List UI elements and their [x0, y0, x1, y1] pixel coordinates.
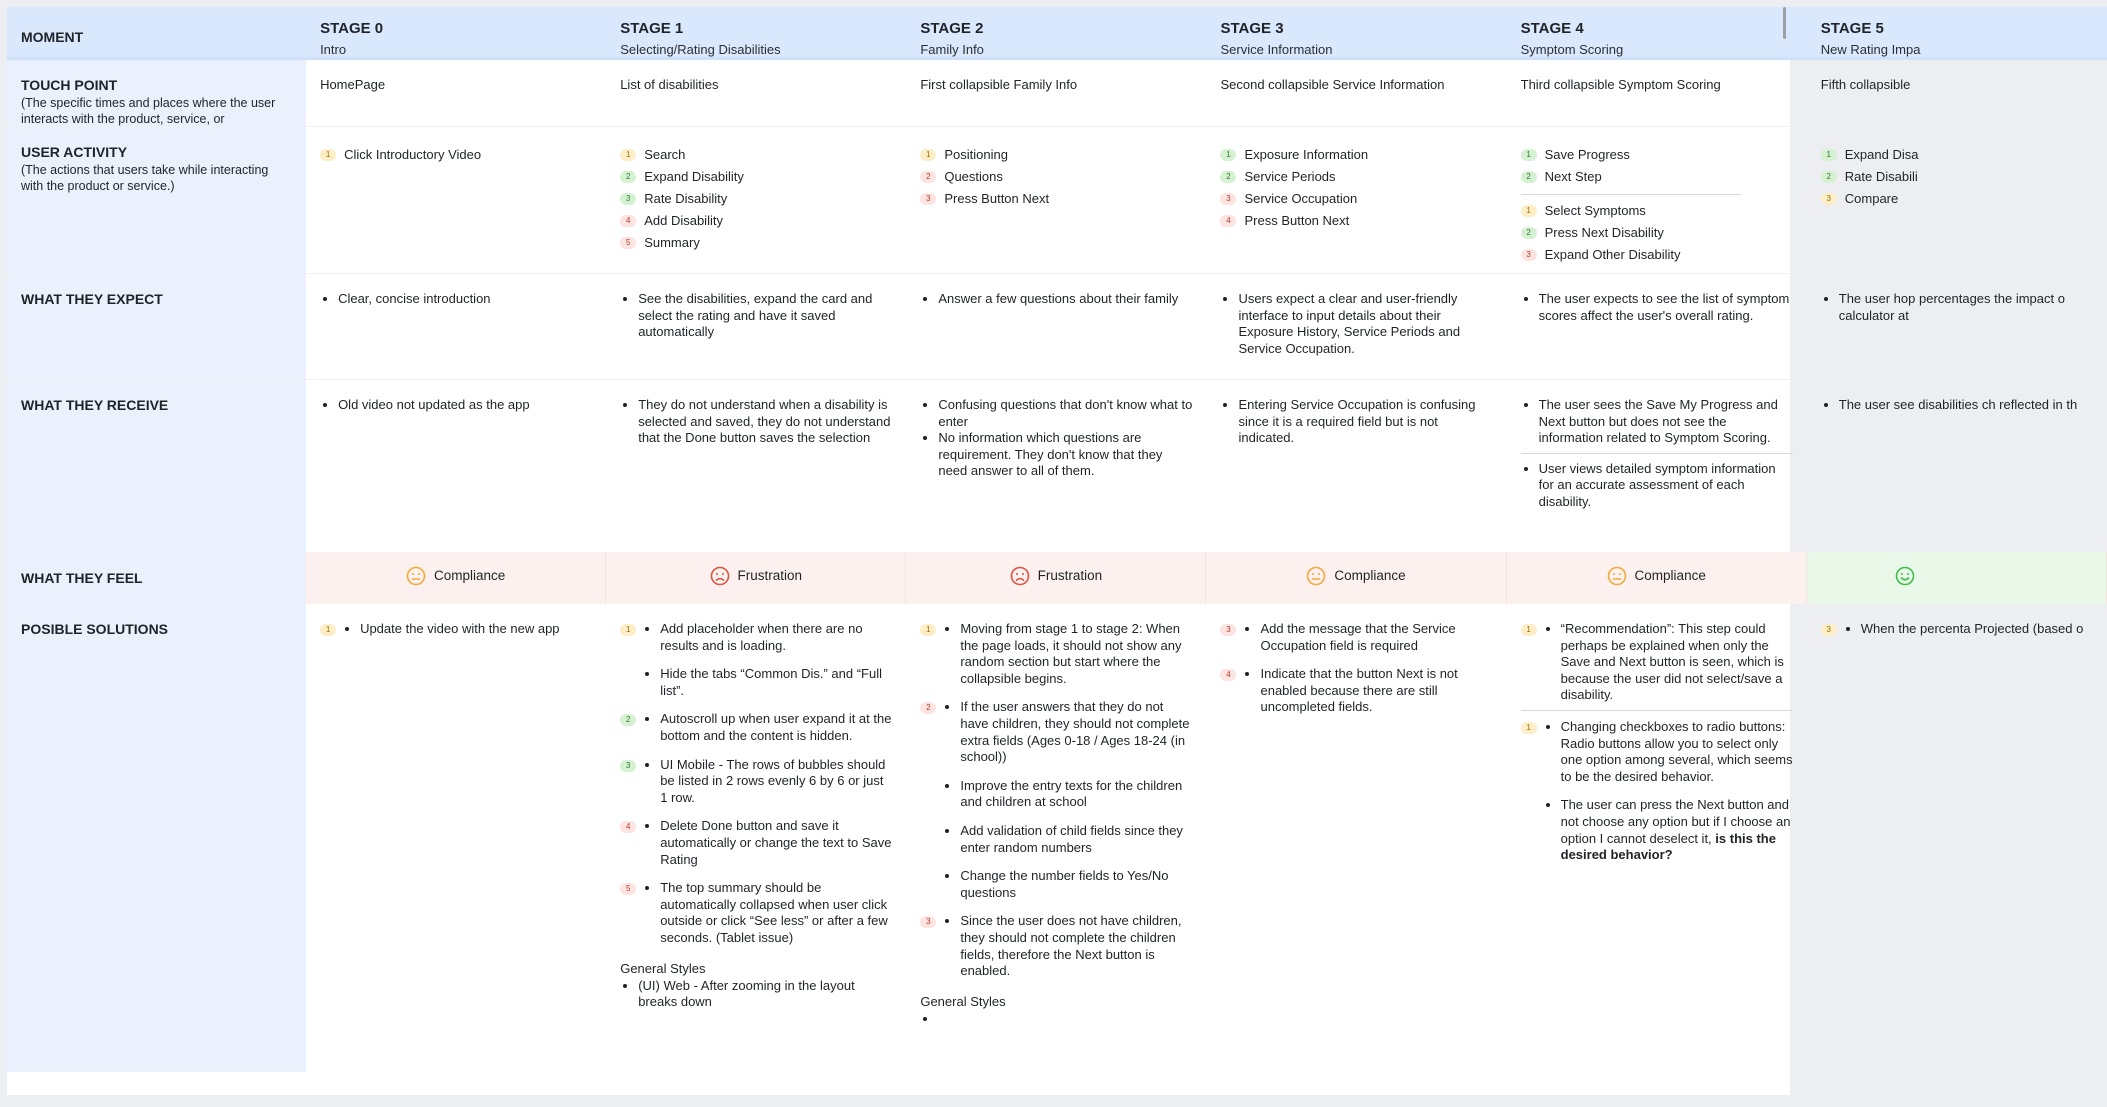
- step-number-badge: 3: [1220, 193, 1236, 205]
- activity-list: [1220, 144, 1492, 232]
- moment-label: MOMENT: [21, 29, 84, 45]
- solutions-cell[interactable]: [906, 604, 1206, 1072]
- activity-item: [1521, 222, 1793, 244]
- solution-list: [1541, 621, 1793, 704]
- activity-item: [620, 210, 892, 232]
- solution-text: [660, 621, 892, 654]
- receive-cell[interactable]: [1206, 380, 1506, 552]
- step-number-badge: 2: [1521, 227, 1537, 239]
- emotion-label: Compliance: [1634, 568, 1706, 583]
- user-activity-cell[interactable]: [606, 127, 906, 274]
- step-number-badge: 3: [620, 193, 636, 205]
- step-number-badge: 2: [1521, 171, 1537, 183]
- activity-text: Compare: [1844, 191, 1899, 206]
- solution-list: [1541, 719, 1793, 785]
- solution-item: [920, 699, 1192, 765]
- expect-label-cell: [7, 274, 306, 380]
- step-number-badge: 1: [1821, 149, 1837, 161]
- receive-list: [1821, 397, 2093, 414]
- solution-item: [920, 868, 1192, 901]
- solutions-row: [7, 604, 2107, 1072]
- solution-list: [640, 880, 892, 946]
- solutions-cell[interactable]: [606, 604, 906, 1072]
- happy-face-icon: [1895, 566, 1915, 586]
- solution-item: [620, 880, 892, 946]
- solution-list: [1240, 621, 1492, 654]
- receive-item: • Old video not updated as the app: [338, 397, 592, 414]
- solution-list: [640, 621, 892, 654]
- activity-item: [1521, 200, 1793, 222]
- step-number-badge: 3: [1821, 624, 1837, 636]
- stage-subtitle: Symptom Scoring: [1520, 42, 1624, 57]
- solution-list: [640, 818, 892, 868]
- solution-text: [1260, 621, 1492, 654]
- solution-item: [620, 711, 892, 744]
- solutions-cell[interactable]: [306, 604, 606, 1072]
- receive-list: [920, 397, 1192, 480]
- journey-map-table: [7, 7, 2107, 1072]
- step-number-badge: 4: [1220, 669, 1236, 681]
- moment-label-cell: [7, 7, 306, 60]
- solution-text: [960, 823, 1192, 856]
- activity-item: [620, 166, 892, 188]
- emotion: [710, 566, 803, 586]
- feel-cell[interactable]: [606, 552, 906, 604]
- activity-text: Press Button Next: [1244, 213, 1350, 228]
- stage-subtitle: Selecting/Rating Disabilities: [620, 42, 781, 57]
- activity-item: [1821, 166, 2093, 188]
- row-label: WHAT THEY EXPECT: [21, 291, 163, 307]
- solution-text-body: The top summary should be automatically collapsed when user click outside or click “See less” or after a few seconds. (Tablet issue): [660, 880, 888, 945]
- solution-text-body: If the user answers that they do not have children, they should not complete extra fields (Ages 0-18 / Ages 18-24 (in school)): [960, 699, 1190, 765]
- solution-item: [1521, 719, 1793, 785]
- feel-cell[interactable]: [1507, 552, 1807, 604]
- general-styles-list: [620, 978, 892, 1011]
- solution-item: [1521, 797, 1793, 863]
- activity-text: Summary: [644, 235, 700, 250]
- stage-subtitle: Intro: [320, 42, 347, 57]
- step-number-badge: 4: [620, 821, 636, 833]
- row-label: WHAT THEY RECEIVE: [21, 397, 169, 413]
- receive-item: • The user see disabilities ch reflected in th: [1839, 397, 2093, 414]
- general-styles-label: General Styles: [620, 960, 706, 976]
- step-number-badge: 1: [620, 624, 636, 636]
- activity-text: Next Step: [1544, 169, 1602, 184]
- stage-title: STAGE 1: [620, 20, 684, 37]
- activity-item: [920, 144, 1192, 166]
- activity-text: Positioning: [944, 147, 1008, 162]
- feel-row: [7, 552, 2107, 604]
- expect-item: • The user hop percentages the impact o calculator at: [1839, 291, 2093, 324]
- emotion: [1306, 566, 1405, 586]
- feel-cell[interactable]: [906, 552, 1206, 604]
- expect-list: [1521, 291, 1793, 324]
- solution-text-body: Hide the tabs “Common Dis.” and “Full list”.: [660, 666, 883, 698]
- activity-text: Search: [644, 147, 686, 162]
- solution-item: [920, 778, 1192, 811]
- solution-list: [1240, 666, 1492, 716]
- emotion: [1010, 566, 1103, 586]
- step-number-badge: 2: [620, 171, 636, 183]
- activity-item: [620, 232, 892, 254]
- activity-text: Service Occupation: [1244, 191, 1358, 206]
- solution-text: [660, 757, 892, 807]
- activity-item: [1521, 144, 1793, 166]
- expect-row: [7, 274, 2107, 380]
- step-number-badge: 1: [920, 624, 936, 636]
- user-activity-label-cell: [7, 127, 306, 274]
- expect-item: • Clear, concise introduction: [338, 291, 592, 308]
- solution-text-body: Add placeholder when there are no results and is loading.: [660, 621, 863, 653]
- expect-cell[interactable]: [306, 274, 606, 380]
- solution-text-body: “Recommendation”: This step could perhaps be explained when only the Save and Next button is seen, which is because the user did not select/save a disability.: [1560, 621, 1784, 703]
- receive-cell[interactable]: [306, 380, 606, 552]
- activity-text: Service Periods: [1244, 169, 1336, 184]
- solution-list: [640, 666, 892, 699]
- receive-row: [7, 380, 2107, 552]
- moment-row: [7, 7, 2107, 60]
- step-number-badge: 1: [620, 149, 636, 161]
- user-activity-cell[interactable]: [306, 127, 606, 274]
- stage-title: STAGE 3: [1220, 20, 1284, 37]
- receive-label-cell: [7, 380, 306, 552]
- receive-item: • The user sees the Save My Progress and Next button but does not see the information related to Symptom Scoring.: [1539, 397, 1793, 447]
- solution-item: [1220, 621, 1492, 654]
- user-activity-cell[interactable]: [1206, 127, 1506, 274]
- expect-item: • See the disabilities, expand the card and select the rating and have it saved automatically: [638, 291, 892, 341]
- solution-text-body: Moving from stage 1 to stage 2: When the page loads, it should not show any random section but start where the collapsible begins.: [960, 621, 1182, 686]
- step-number-badge: 4: [1220, 215, 1236, 227]
- solutions-cell[interactable]: [1507, 604, 1807, 1072]
- step-number-badge: 1: [1521, 624, 1537, 636]
- expect-item: • Answer a few questions about their family: [938, 291, 1192, 308]
- solution-text-body: Improve the entry texts for the children and children at school: [960, 777, 1183, 810]
- solution-item: [620, 757, 892, 807]
- divider: [1521, 194, 1741, 195]
- solution-item: [620, 818, 892, 868]
- step-number-badge: 2: [920, 171, 936, 183]
- solutions-cell[interactable]: [1807, 604, 2107, 1072]
- solution-item: [1220, 666, 1492, 716]
- receive-list: [620, 397, 892, 447]
- activity-item: [1220, 144, 1492, 166]
- activity-list: [920, 144, 1192, 210]
- activity-text: Select Symptoms: [1544, 203, 1646, 218]
- stage-title: STAGE 2: [920, 20, 984, 37]
- user-activity-cell[interactable]: [1807, 127, 2107, 274]
- solution-item: [920, 621, 1192, 687]
- expect-cell[interactable]: [1507, 274, 1807, 380]
- receive-item: • Entering Service Occupation is confusing since it is a required field but is not indicated.: [1238, 397, 1492, 447]
- step-number-badge: 2: [1220, 171, 1236, 183]
- step-number-badge: 3: [920, 193, 936, 205]
- solution-item: [920, 823, 1192, 856]
- activity-item: [1521, 166, 1793, 188]
- expect-cell[interactable]: [1206, 274, 1506, 380]
- activity-item: [920, 188, 1192, 210]
- solution-text-body: The user can press the Next button and not choose any option but if I choose an option I cannot deselect it,: [1560, 797, 1791, 846]
- solution-text: [660, 666, 892, 699]
- activity-item: [1521, 244, 1793, 266]
- solution-list: [940, 699, 1192, 765]
- solution-text-body: Add the message that the Service Occupation field is required: [1260, 621, 1456, 653]
- solution-text-body: Indicate that the button Next is not enabled because there are still uncompleted fields.: [1260, 666, 1458, 715]
- journey-map-board: [7, 7, 2084, 1095]
- solution-text: [960, 621, 1192, 687]
- touch-point-cell[interactable]: HomePage: [306, 60, 606, 127]
- solution-text-body: Changing checkboxes to radio buttons: Radio buttons allow you to select only one option among several, which seems to be the desired behavior.: [1560, 718, 1793, 784]
- receive-list: [1521, 397, 1793, 447]
- receive-cell[interactable]: [606, 380, 906, 552]
- solution-item: [620, 666, 892, 699]
- stage-title: STAGE 4: [1520, 20, 1584, 37]
- solution-list: [640, 711, 892, 744]
- activity-text: Questions: [944, 169, 1003, 184]
- emotion-label: Frustration: [1037, 568, 1103, 583]
- general-styles-label: General Styles: [920, 993, 1006, 1009]
- row-label: USER ACTIVITY: [21, 144, 128, 160]
- step-number-badge: 1: [1220, 149, 1236, 161]
- receive-cell[interactable]: [906, 380, 1206, 552]
- solution-text: [1861, 621, 2084, 638]
- feel-label-cell: [7, 552, 306, 604]
- activity-text: Press Next Disability: [1544, 225, 1664, 240]
- solution-text-body: Update the video with the new app: [360, 621, 560, 636]
- step-number-badge: 3: [920, 916, 936, 928]
- emotion: [1895, 566, 1923, 586]
- solution-text: [660, 880, 892, 946]
- step-number-badge: 2: [1821, 171, 1837, 183]
- solution-text: [960, 913, 1192, 979]
- activity-text: Rate Disability: [644, 191, 728, 206]
- solution-list: [940, 621, 1192, 687]
- expect-item: • The user expects to see the list of symptom scores affect the user's overall rating.: [1539, 291, 1793, 324]
- step-number-badge: 2: [920, 702, 936, 714]
- stage-title: STAGE 0: [320, 20, 384, 37]
- touch-point-cell[interactable]: List of disabilities: [606, 60, 906, 127]
- receive-list: [320, 397, 592, 414]
- expect-list: [620, 291, 892, 341]
- expect-cell[interactable]: [606, 274, 906, 380]
- neutral-face-icon: [1306, 566, 1326, 586]
- touch-point-cell[interactable]: First collapsible Family Info: [906, 60, 1206, 127]
- expect-list: [1220, 291, 1492, 357]
- solution-text: [960, 778, 1192, 811]
- expect-cell[interactable]: [906, 274, 1206, 380]
- solution-text-body: Delete Done button and save it automatically or change the text to Save Rating: [660, 818, 892, 867]
- activity-item: [1220, 188, 1492, 210]
- solution-text-body: Since the user does not have children, they should not complete the children fields, therefore the Next button is enabled.: [960, 913, 1182, 979]
- receive-item: • User views detailed symptom information for an accurate assessment of each disability.: [1539, 461, 1793, 511]
- solutions-label-cell: [7, 604, 306, 1072]
- touch-point-cell[interactable]: Third collapsible Symptom Scoring: [1507, 60, 1807, 127]
- step-number-badge: 1: [1521, 205, 1537, 217]
- activity-text: Expand Disa: [1844, 147, 1919, 162]
- step-number-badge: 1: [320, 624, 336, 636]
- touch-point-cell[interactable]: Fifth collapsible: [1807, 60, 2107, 127]
- expect-cell[interactable]: [1807, 274, 2107, 380]
- solution-text: [1260, 666, 1492, 716]
- solution-list: [940, 823, 1192, 856]
- stage-title: STAGE 5: [1820, 20, 1884, 37]
- stage-subtitle: Service Information: [1220, 42, 1333, 57]
- activity-item: [320, 144, 592, 166]
- step-number-badge: 5: [620, 883, 636, 895]
- solution-text: [1561, 719, 1793, 785]
- stage-header[interactable]: [1807, 7, 2107, 60]
- feel-cell[interactable]: [1807, 552, 2107, 604]
- activity-item: [620, 188, 892, 210]
- solution-text-body: Add validation of child fields since they enter random numbers: [960, 822, 1183, 855]
- user-activity-cell[interactable]: [906, 127, 1206, 274]
- touch-point-label-cell: [7, 60, 306, 127]
- solution-item: [1521, 621, 1793, 704]
- bottom-bar: [0, 1095, 1790, 1107]
- expect-list: [320, 291, 592, 308]
- stage-header[interactable]: [1507, 7, 1807, 60]
- solution-text-body: Autoscroll up when user expand it at the bottom and the content is hidden.: [660, 711, 892, 743]
- sad-face-icon: [710, 566, 730, 586]
- activity-list: [620, 144, 892, 254]
- receive-item: • They do not understand when a disability is selected and saved, they do not understand that the Done button saves the selection: [638, 397, 892, 447]
- feel-cell[interactable]: [306, 552, 606, 604]
- receive-cell[interactable]: [1807, 380, 2107, 552]
- solution-list: [940, 868, 1192, 901]
- activity-list: [320, 144, 592, 166]
- feel-cell[interactable]: [1206, 552, 1506, 604]
- step-number-badge: 1: [1521, 722, 1537, 734]
- receive-item: • Confusing questions that don't know what to enter: [938, 397, 1192, 430]
- receive-list: [1220, 397, 1492, 447]
- vertical-scrollbar-thumb[interactable]: [1783, 7, 1786, 39]
- activity-text: Rate Disabili: [1844, 169, 1918, 184]
- step-number-badge: 5: [620, 237, 636, 249]
- touch-point-cell[interactable]: Second collapsible Service Information: [1206, 60, 1506, 127]
- activity-item: [1220, 210, 1492, 232]
- step-number-badge: 3: [1821, 193, 1837, 205]
- solution-item: [320, 621, 592, 638]
- activity-item: [1821, 144, 2093, 166]
- solutions-cell[interactable]: [1206, 604, 1506, 1072]
- step-number-badge: 2: [620, 714, 636, 726]
- stage-header[interactable]: [306, 7, 606, 60]
- row-description: (The specific times and places where the user interacts with the product, service, or: [21, 96, 276, 126]
- activity-list: [1821, 144, 2093, 210]
- activity-item: [620, 144, 892, 166]
- solution-list: [640, 757, 892, 807]
- solution-text: [1561, 797, 1793, 863]
- solution-item: [920, 913, 1192, 979]
- sad-face-icon: [1010, 566, 1030, 586]
- solution-list: [1841, 621, 2084, 638]
- general-styles-item: • (UI) Web - After zooming in the layout breaks down: [638, 978, 892, 1011]
- solution-text: [960, 699, 1192, 765]
- row-description: (The actions that users take while interacting with the product or service.): [21, 163, 269, 193]
- solution-text-body: Change the number fields to Yes/No questions: [960, 868, 1169, 900]
- emotion-label: Compliance: [433, 568, 506, 583]
- solution-text: [660, 818, 892, 868]
- general-styles-item: [938, 1011, 1192, 1028]
- solution-text: [1561, 621, 1793, 704]
- row-label: TOUCH POINT: [21, 77, 118, 93]
- user-activity-cell[interactable]: [1507, 127, 1807, 274]
- activity-text: Click Introductory Video: [344, 147, 482, 162]
- activity-item: [920, 166, 1192, 188]
- solution-list: [940, 913, 1192, 979]
- activity-list: [1521, 200, 1793, 266]
- step-number-badge: 3: [1220, 624, 1236, 636]
- solution-text: [960, 868, 1192, 901]
- activity-text: Press Button Next: [944, 191, 1050, 206]
- emotion-label: Frustration: [737, 568, 803, 583]
- activity-text: Save Progress: [1544, 147, 1630, 162]
- solution-list: [940, 778, 1192, 811]
- activity-list: [1521, 144, 1793, 188]
- stage-header[interactable]: [606, 7, 906, 60]
- step-number-badge: 3: [1521, 249, 1537, 261]
- expect-list: [1821, 291, 2093, 324]
- step-number-badge: 4: [620, 215, 636, 227]
- row-label: POSIBLE SOLUTIONS: [21, 621, 169, 637]
- receive-item: • No information which questions are requirement. They don't know that they need answer to all of them.: [938, 430, 1192, 480]
- emotion: [406, 566, 505, 586]
- solution-text: [660, 711, 892, 744]
- activity-text: Expand Disability: [644, 169, 744, 184]
- stage-header[interactable]: [906, 7, 1206, 60]
- activity-text: Add Disability: [644, 213, 723, 228]
- activity-text: Expand Other Disability: [1544, 247, 1681, 262]
- solution-question: is this the desired behavior?: [1560, 830, 1776, 863]
- neutral-face-icon: [1607, 566, 1627, 586]
- emotion: [1607, 566, 1706, 586]
- solution-text-body: When the percenta Projected (based o: [1860, 621, 2084, 636]
- expect-list: [920, 291, 1192, 308]
- solution-list: [340, 621, 559, 638]
- step-number-badge: 1: [920, 149, 936, 161]
- solution-list: [1541, 797, 1793, 863]
- solution-text: [360, 621, 559, 638]
- neutral-face-icon: [406, 566, 426, 586]
- solution-item: [620, 621, 892, 654]
- activity-item: [1220, 166, 1492, 188]
- stage-subtitle: New Rating Impa: [1820, 42, 1921, 57]
- user-activity-row: [7, 127, 2107, 274]
- solution-item: [1821, 621, 2093, 638]
- receive-list: [1521, 461, 1793, 511]
- general-styles-list: [920, 1011, 1192, 1028]
- divider: [1521, 710, 1793, 711]
- step-number-badge: 1: [1521, 149, 1537, 161]
- emotion-label: Compliance: [1334, 568, 1406, 583]
- solution-text-body: UI Mobile - The rows of bubbles should be listed in 2 rows evenly 6 by 6 or just 1 row.: [660, 756, 886, 805]
- activity-item: [1821, 188, 2093, 210]
- receive-cell[interactable]: [1507, 380, 1807, 552]
- stage-header[interactable]: [1206, 7, 1506, 60]
- divider: [1521, 453, 1793, 454]
- activity-text: Exposure Information: [1244, 147, 1369, 162]
- step-number-badge: 3: [620, 760, 636, 772]
- step-number-badge: 1: [320, 149, 336, 161]
- stage-subtitle: Family Info: [920, 42, 984, 57]
- expect-item: • Users expect a clear and user-friendly interface to input details about their Exposure History, Service Periods and Service Occupation.: [1238, 291, 1492, 357]
- row-label: WHAT THEY FEEL: [21, 570, 143, 586]
- touch-point-row: [7, 60, 2107, 127]
